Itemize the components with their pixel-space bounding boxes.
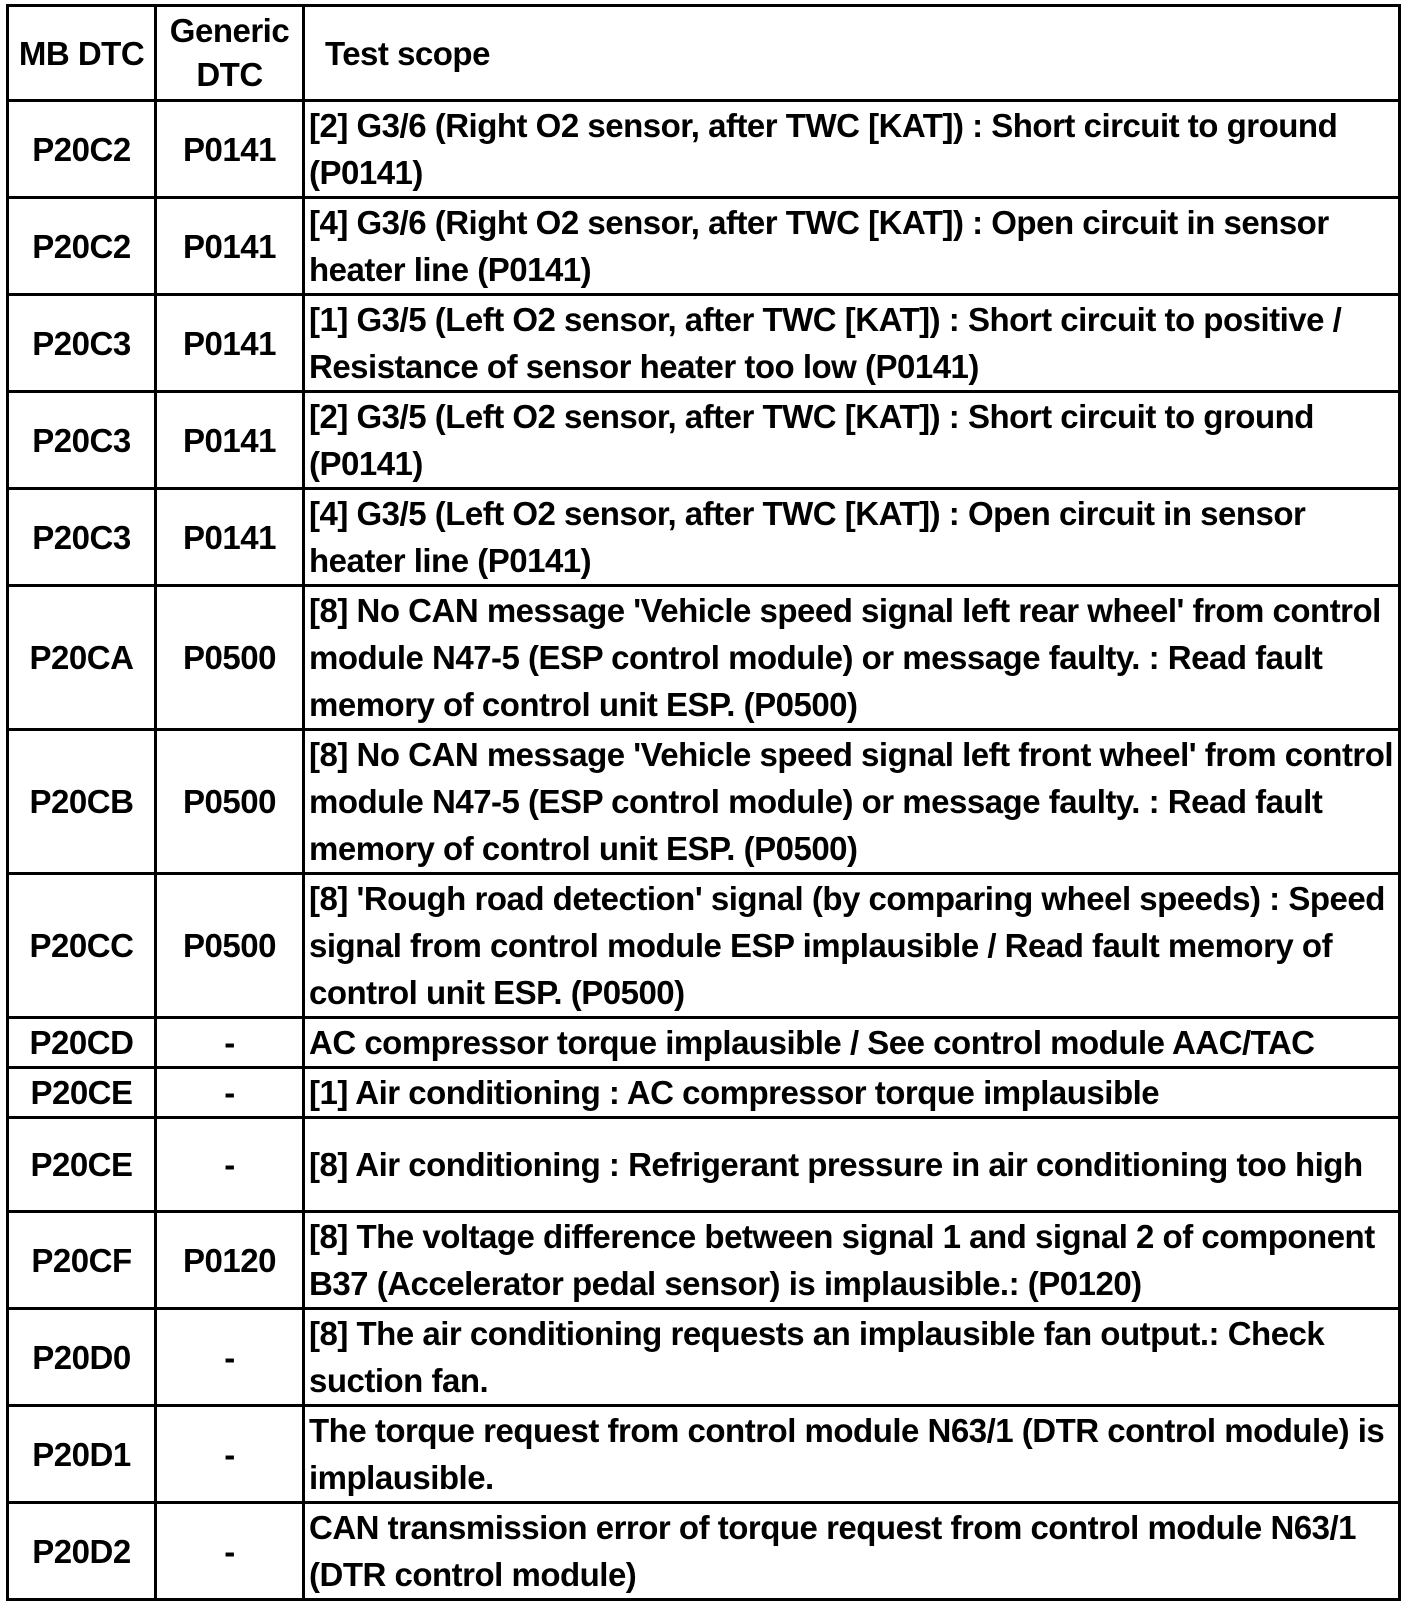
- table-row: [8, 392, 1400, 489]
- test-scope-cell: [8] No CAN message 'Vehicle speed signal left front wheel' from control module N47-5 (ESP control module) or message faulty. : Read fault memory of control unit ESP. (P0500): [304, 730, 1400, 874]
- test-scope-cell: [8] The air conditioning requests an implausible fan output.: Check suction fan.: [304, 1309, 1400, 1406]
- mb-dtc-cell: P20D2: [8, 1503, 156, 1600]
- table-row: [8, 1212, 1400, 1309]
- table-row: [8, 295, 1400, 392]
- header-mb-dtc: MB DTC: [8, 6, 156, 101]
- mb-dtc-cell: P20CE: [8, 1068, 156, 1118]
- mb-dtc-cell: P20CC: [8, 874, 156, 1018]
- test-scope-cell: [4] G3/5 (Left O2 sensor, after TWC [KAT]) : Open circuit in sensor heater line (P0141): [304, 489, 1400, 586]
- generic-dtc-cell: -: [156, 1503, 304, 1600]
- table-row: [8, 101, 1400, 198]
- generic-dtc-cell: P0500: [156, 586, 304, 730]
- mb-dtc-cell: P20C3: [8, 489, 156, 586]
- test-scope-cell: [1] G3/5 (Left O2 sensor, after TWC [KAT]) : Short circuit to positive / Resistance of sensor heater too low (P0141): [304, 295, 1400, 392]
- table-row: [8, 1503, 1400, 1600]
- generic-dtc-cell: P0120: [156, 1212, 304, 1309]
- generic-dtc-cell: -: [156, 1118, 304, 1212]
- test-scope-cell: [4] G3/6 (Right O2 sensor, after TWC [KAT]) : Open circuit in sensor heater line (P0141): [304, 198, 1400, 295]
- test-scope-cell: [2] G3/6 (Right O2 sensor, after TWC [KAT]) : Short circuit to ground (P0141): [304, 101, 1400, 198]
- generic-dtc-cell: -: [156, 1068, 304, 1118]
- generic-dtc-cell: P0500: [156, 874, 304, 1018]
- test-scope-cell: [8] Air conditioning : Refrigerant pressure in air conditioning too high: [304, 1118, 1400, 1212]
- table-row: [8, 1068, 1400, 1118]
- mb-dtc-cell: P20CA: [8, 586, 156, 730]
- test-scope-cell: CAN transmission error of torque request from control module N63/1 (DTR control module): [304, 1503, 1400, 1600]
- generic-dtc-cell: -: [156, 1406, 304, 1503]
- mb-dtc-cell: P20CD: [8, 1018, 156, 1068]
- generic-dtc-cell: P0141: [156, 392, 304, 489]
- mb-dtc-cell: P20CF: [8, 1212, 156, 1309]
- test-scope-cell: [8] No CAN message 'Vehicle speed signal left rear wheel' from control module N47-5 (ESP control module) or message faulty. : Read fault memory of control unit ESP. (P0500): [304, 586, 1400, 730]
- generic-dtc-cell: -: [156, 1309, 304, 1406]
- generic-dtc-cell: P0141: [156, 198, 304, 295]
- mb-dtc-cell: P20C3: [8, 392, 156, 489]
- generic-dtc-cell: P0500: [156, 730, 304, 874]
- table-row: [8, 586, 1400, 730]
- test-scope-cell: [8] 'Rough road detection' signal (by comparing wheel speeds) : Speed signal from control module ESP implausible / Read fault memory of control unit ESP. (P0500): [304, 874, 1400, 1018]
- table-row: [8, 1309, 1400, 1406]
- table-row: [8, 1018, 1400, 1068]
- test-scope-cell: [1] Air conditioning : AC compressor torque implausible: [304, 1068, 1400, 1118]
- test-scope-cell: The torque request from control module N63/1 (DTR control module) is implausible.: [304, 1406, 1400, 1503]
- table-row: [8, 730, 1400, 874]
- header-row: [8, 6, 1400, 101]
- mb-dtc-cell: P20CE: [8, 1118, 156, 1212]
- generic-dtc-cell: -: [156, 1018, 304, 1068]
- mb-dtc-cell: P20C2: [8, 101, 156, 198]
- table-row: [8, 874, 1400, 1018]
- generic-dtc-cell: P0141: [156, 295, 304, 392]
- mb-dtc-cell: P20D1: [8, 1406, 156, 1503]
- dtc-table: [6, 4, 1401, 1601]
- mb-dtc-cell: P20D0: [8, 1309, 156, 1406]
- test-scope-cell: [8] The voltage difference between signal 1 and signal 2 of component B37 (Accelerator pedal sensor) is implausible.: (P0120): [304, 1212, 1400, 1309]
- test-scope-cell: [2] G3/5 (Left O2 sensor, after TWC [KAT]) : Short circuit to ground (P0141): [304, 392, 1400, 489]
- generic-dtc-cell: P0141: [156, 489, 304, 586]
- table-row: [8, 1118, 1400, 1212]
- mb-dtc-cell: P20CB: [8, 730, 156, 874]
- mb-dtc-cell: P20C2: [8, 198, 156, 295]
- table-row: [8, 198, 1400, 295]
- mb-dtc-cell: P20C3: [8, 295, 156, 392]
- test-scope-cell: AC compressor torque implausible / See control module AAC/TAC: [304, 1018, 1400, 1068]
- header-test-scope: Test scope: [304, 6, 1400, 101]
- table-row: [8, 489, 1400, 586]
- generic-dtc-cell: P0141: [156, 101, 304, 198]
- header-generic-dtc: Generic DTC: [156, 6, 304, 101]
- table-row: [8, 1406, 1400, 1503]
